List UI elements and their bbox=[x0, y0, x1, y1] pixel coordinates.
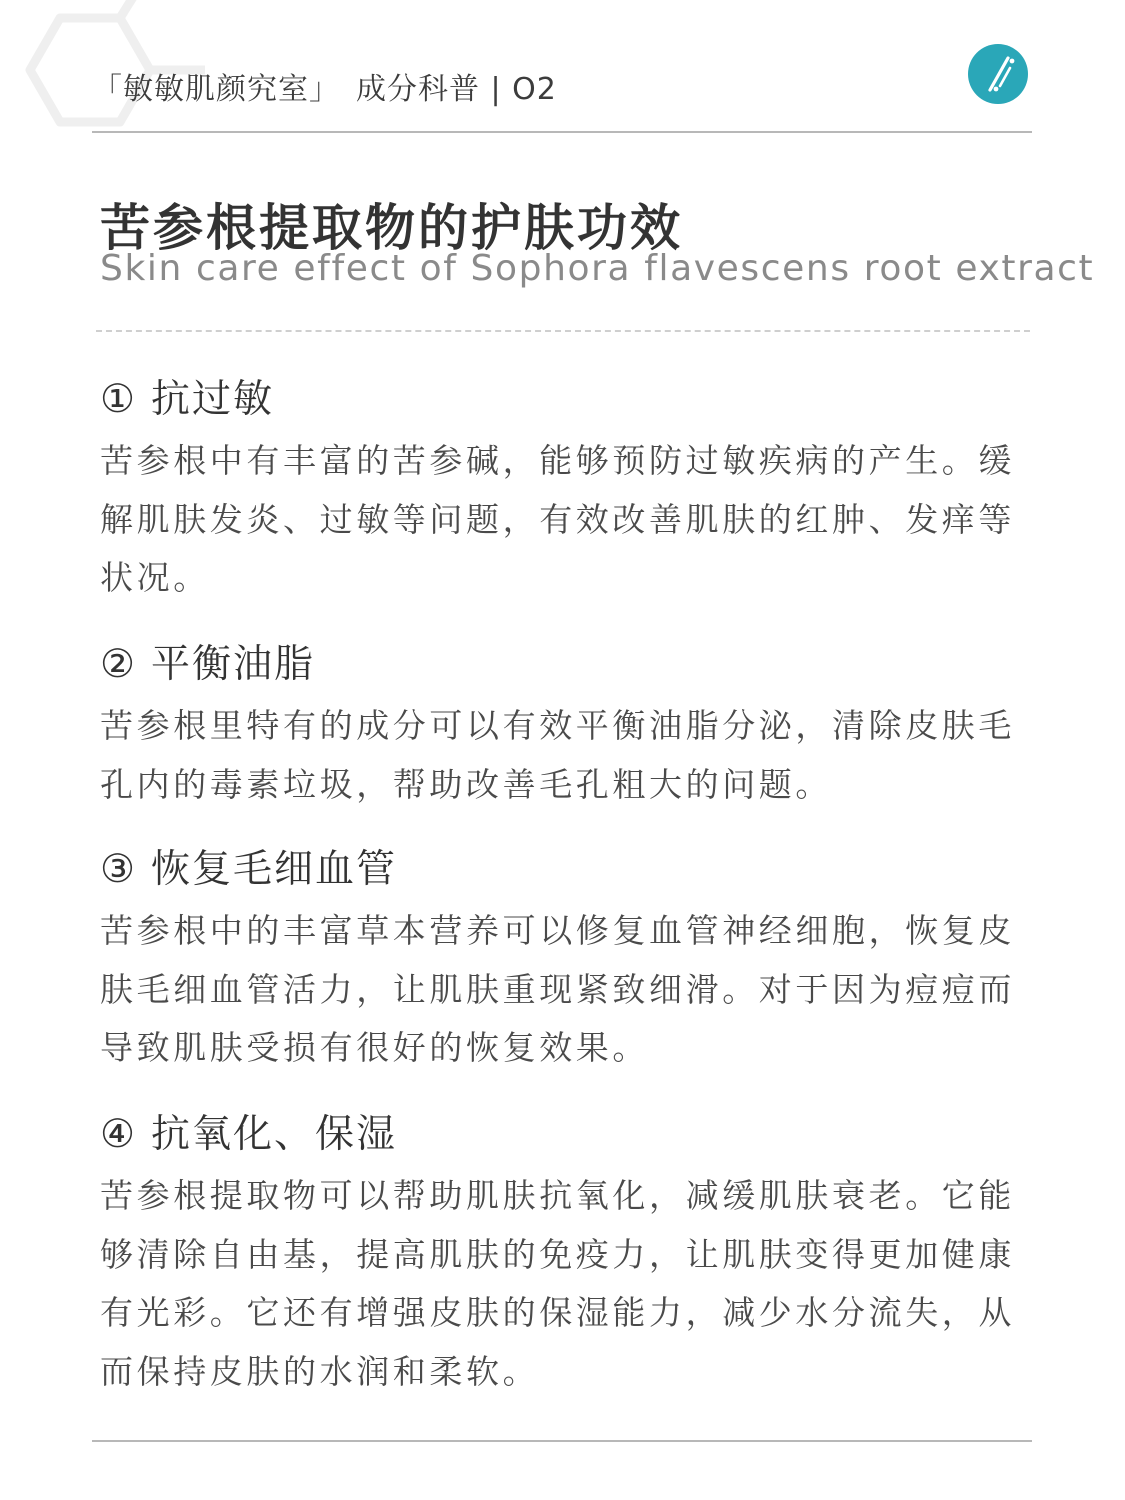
footer-divider bbox=[92, 1440, 1032, 1442]
brand-logo-icon bbox=[966, 42, 1030, 106]
section-number: ② bbox=[100, 642, 137, 687]
section-title: 抗氧化、保湿 bbox=[150, 1112, 397, 1157]
header bbox=[92, 62, 1032, 106]
page-subtitle: Skin care effect of Sophora flavescens root extract bbox=[100, 248, 1095, 289]
series-label: 「敏敏肌颜究室」 bbox=[92, 72, 340, 107]
section-heading bbox=[100, 372, 1035, 428]
section-body: 苦参根中有丰富的苦参碱，能够预防过敏疾病的产生。缓解肌肤发炎、过敏等问题，有效改善肌肤的红肿、发痒等状况。 bbox=[100, 441, 1015, 597]
section-heading bbox=[100, 842, 1035, 898]
section-body: 苦参根提取物可以帮助肌肤抗氧化，减缓肌肤衰老。它能够清除自由基，提高肌肤的免疫力，让肌肤变得更加健康有光彩。它还有增强皮肤的保湿能力，减少水分流失，从而保持皮肤的水润和柔软。 bbox=[100, 1176, 1015, 1391]
header-divider bbox=[92, 131, 1032, 133]
section-title: 抗过敏 bbox=[150, 377, 274, 422]
section-oil-balance bbox=[100, 637, 1035, 814]
section-number: ③ bbox=[100, 847, 137, 892]
section-heading bbox=[100, 1107, 1035, 1163]
section-body: 苦参根中的丰富草本营养可以修复血管神经细胞，恢复皮肤毛细血管活力，让肌肤重现紧致细滑。对于因为痘痘而导致肌肤受损有很好的恢复效果。 bbox=[100, 911, 1015, 1067]
section-capillary-repair bbox=[100, 842, 1035, 1078]
section-title: 平衡油脂 bbox=[150, 642, 315, 687]
section-title: 恢复毛细血管 bbox=[150, 847, 397, 892]
category-label: 成分科普 | O2 bbox=[356, 72, 557, 107]
section-body: 苦参根里特有的成分可以有效平衡油脂分泌，清除皮肤毛孔内的毒素垃圾，帮助改善毛孔粗大的问题。 bbox=[100, 706, 1015, 804]
section-antioxidant-moisturizing bbox=[100, 1107, 1035, 1401]
page-title: 苦参根提取物的护肤功效 bbox=[100, 199, 683, 257]
section-anti-allergy bbox=[100, 372, 1035, 608]
section-number: ④ bbox=[100, 1112, 137, 1157]
section-heading bbox=[100, 637, 1035, 693]
dashed-divider bbox=[96, 330, 1030, 332]
section-number: ① bbox=[100, 377, 137, 422]
